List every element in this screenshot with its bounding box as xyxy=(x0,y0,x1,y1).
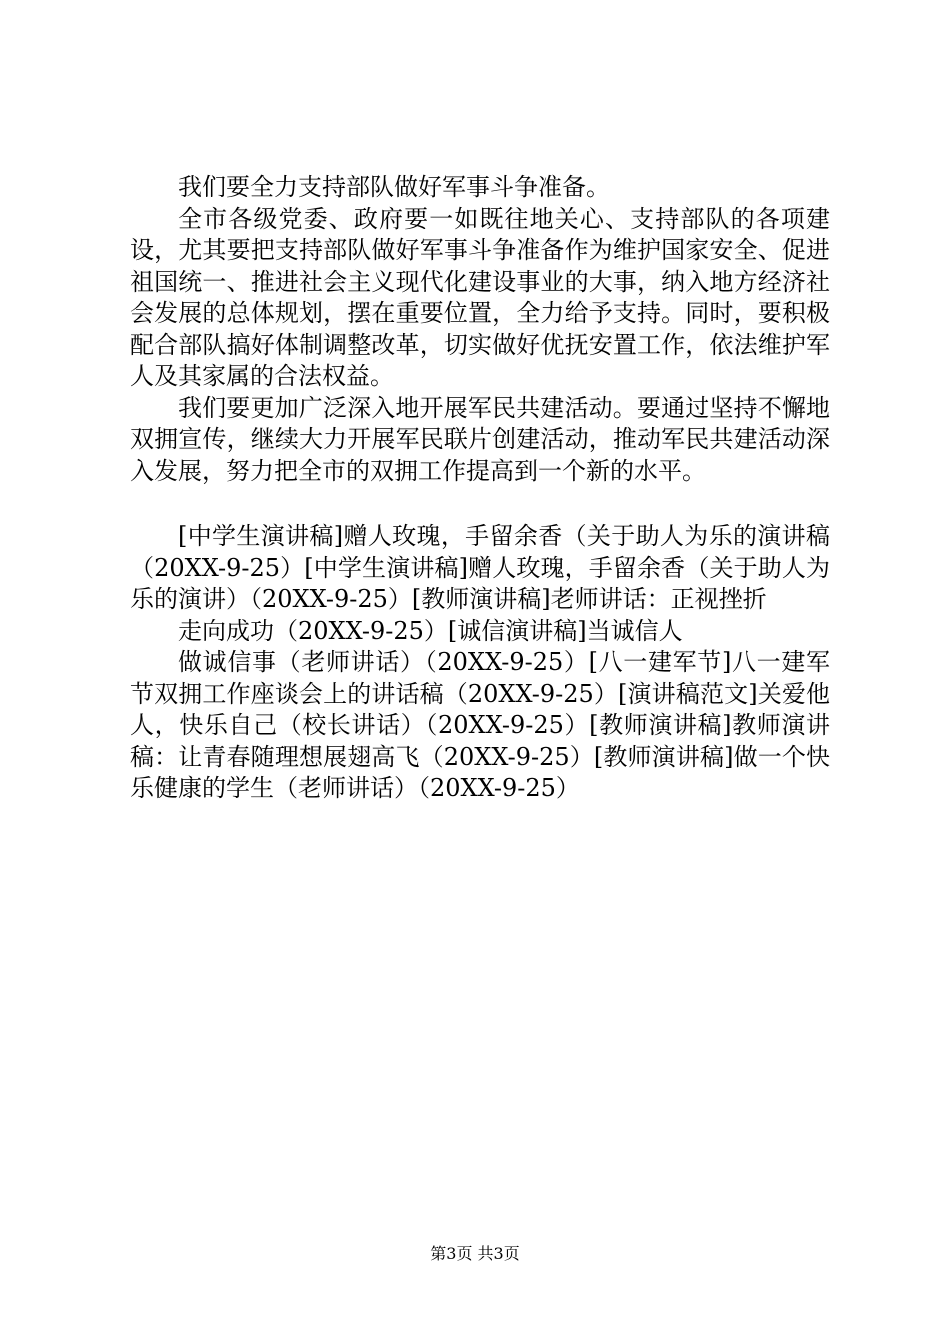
paragraph: 我们要更加广泛深入地开展军民共建活动。要通过坚持不懈地双拥宣传，继续大力开展军民联片创建活动，推动军民共建活动深入发展，努力把全市的双拥工作提高到一个新的水平。 xyxy=(130,393,830,485)
paragraph: 全市各级党委、政府要一如既往地关心、支持部队的各项建设，尤其要把支持部队做好军事斗争准备作为维护国家安全、促进祖国统一、推进社会主义现代化建设事业的大事，纳入地方经济社会发展的总体规划，摆在重要位置，全力给予支持。同时，要积极配合部队搞好体制调整改革，切实做好优抚安置工作，依法维护军人及其家属的合法权益。 xyxy=(130,204,830,390)
related-articles-paragraph: 走向成功（20XX-9-25）[诚信演讲稿]当诚信人 xyxy=(178,616,683,645)
page-number-footer: 第3页 共3页 xyxy=(430,1244,520,1263)
document-body xyxy=(130,172,830,805)
paragraph: 我们要全力支持部队做好军事斗争准备。 xyxy=(178,173,610,201)
related-articles-paragraph: [中学生演讲稿]赠人玫瑰，手留余香（关于助人为乐的演讲稿（20XX-9-25）[中学生演讲稿]赠人玫瑰，手留余香（关于助人为乐的演讲）（20XX-9-25）[教师演讲稿]老师讲话：正视挫折 xyxy=(130,522,830,613)
related-articles-paragraph: 做诚信事（老师讲话）（20XX-9-25）[八一建军节]八一建军节双拥工作座谈会上的讲话稿（20XX-9-25）[演讲稿范文]关爱他人，快乐自己（校长讲话）（20XX-9-25）[教师演讲稿]教师演讲稿：让青春随理想展翅高飞（20XX-9-25）[教师演讲稿]做一个快乐健康的学生（老师讲话）（20XX-9-25） xyxy=(130,648,830,802)
paragraph-gap xyxy=(130,487,830,521)
